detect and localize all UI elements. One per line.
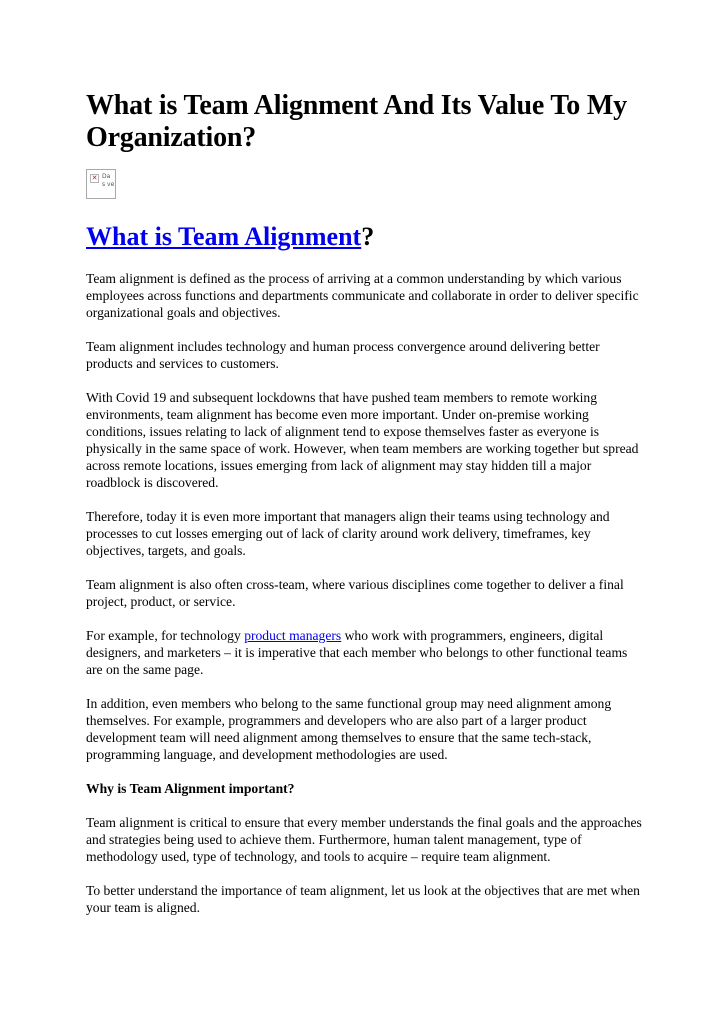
paragraph-addition: In addition, even members who belong to the same functional group may need alignment among themselves. For example, programmers and developers who are also part of a larger product development team will need alignment among themselves to ensure that the same tech-stack, programming language, and development methodologies are used. (86, 696, 612, 762)
example-text-after: who work with programmers, engineers, digital designers, and marketers – it is imperative that each member who belongs to other functional teams are on the same page. (86, 628, 628, 677)
paragraph-definition: Team alignment is defined as the process of arriving at a common understanding by which various employees across functions and departments communicate and collaborate in order to deliver specific organizational goals and objectives. (86, 271, 639, 320)
broken-image-icon: ✕ (91, 174, 98, 182)
section-heading-suffix: ? (361, 222, 375, 251)
section-heading (86, 221, 374, 253)
paragraph-example (86, 627, 646, 678)
image-alt-text: Da s ve (102, 173, 115, 188)
paragraph-importance: Team alignment is critical to ensure that every member understands the final goals and the approaches and strategies being used to achieve them. Furthermore, human talent management, type of methodology used, type of technology, and tools to acquire – require team alignment. (86, 815, 642, 864)
subheading-why-important: Why is Team Alignment important? (86, 781, 295, 796)
article-body (86, 270, 646, 933)
paragraph-cross-team: Team alignment is also often cross-team, where various disciplines come together to deliver a final project, product, or service. (86, 577, 624, 609)
broken-image-placeholder (86, 169, 116, 199)
product-managers-link[interactable]: product managers (244, 628, 342, 643)
example-text-before: For example, for technology (86, 628, 245, 643)
paragraph-managers: Therefore, today it is even more important that managers align their teams using technology and processes to cut losses emerging out of lack of clarity around work delivery, timeframes, key objectives, targets, and goals. (86, 509, 610, 558)
paragraph-technology: Team alignment includes technology and human process convergence around delivering better products and services to customers. (86, 339, 600, 371)
section-heading-link[interactable]: What is Team Alignment (86, 222, 362, 251)
paragraph-covid: With Covid 19 and subsequent lockdowns that have pushed team members to remote working environments, team alignment has become even more important. Under on-premise working conditions, issues relating to lack of alignment tend to expose themselves faster as everyone is physically in the same space of work. However, when team members are working together but spread across remote locations, issues emerging from lack of alignment may stay hidden till a major roadblock is discovered. (86, 390, 639, 490)
paragraph-final: To better understand the importance of team alignment, let us look at the objectives that are met when your team is aligned. (86, 883, 640, 915)
page-title: What is Team Alignment And Its Value To My Organization? (86, 90, 627, 153)
